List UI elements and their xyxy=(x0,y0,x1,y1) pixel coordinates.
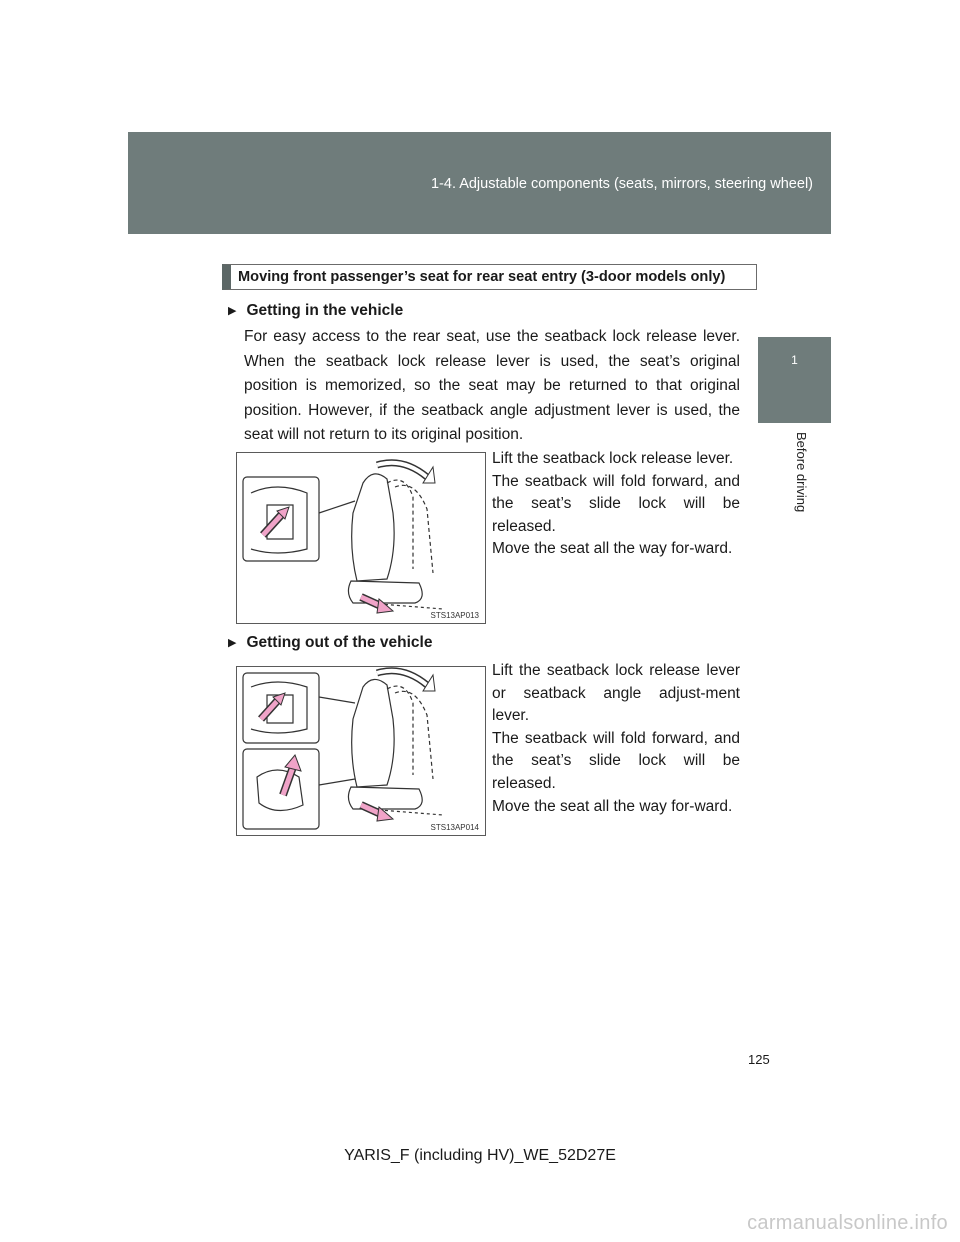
figure-code-1: STS13AP013 xyxy=(430,611,479,620)
seat-figure-getting-out xyxy=(236,666,486,836)
getting-out-step-move: Move the seat all the way for-ward. xyxy=(492,797,733,815)
getting-in-heading xyxy=(228,302,403,320)
bullet-triangle-icon: ▶ xyxy=(228,637,237,649)
getting-in-step-move: Move the seat all the way for-ward. xyxy=(492,540,733,558)
getting-out-heading xyxy=(228,634,432,652)
getting-out-steps xyxy=(492,660,740,818)
getting-out-step-lift: Lift the seatback lock release lever or seatback angle adjust-ment lever. xyxy=(492,662,740,725)
bullet-triangle-icon: ▶ xyxy=(228,305,237,317)
getting-in-intro: For easy access to the rear seat, use the seatback lock release lever. When the seatback lock release lever is used, the seat’s original position is memorized, so the seat may be returned to that original position. However, if the seatback angle adjustment lever is used, the seat will not return to its original position. xyxy=(244,328,740,444)
chapter-side-label: Before driving xyxy=(794,432,809,513)
section-title-text: Moving front passenger’s seat for rear seat entry (3-door models only) xyxy=(238,269,726,285)
seat-illustration-2 xyxy=(237,667,485,835)
section-title xyxy=(222,264,757,290)
getting-out-heading-text: Getting out of the vehicle xyxy=(246,634,433,651)
getting-in-heading-text: Getting in the vehicle xyxy=(246,302,404,319)
getting-out-step-fold: The seatback will fold forward, and the seat’s slide lock will be released. xyxy=(492,729,740,792)
getting-in-step-fold: The seatback will fold forward, and the seat’s slide lock will be released. xyxy=(492,472,740,535)
figure-code-2: STS13AP014 xyxy=(430,823,479,832)
watermark: carmanualsonline.info xyxy=(747,1212,948,1234)
getting-in-steps xyxy=(492,448,740,561)
getting-in-step-lift: Lift the seatback lock release lever. xyxy=(492,450,734,467)
seat-illustration-1 xyxy=(237,453,485,623)
page-number: 125 xyxy=(748,1052,770,1067)
chapter-side-tab xyxy=(758,337,831,423)
chapter-title: 1-4. Adjustable components (seats, mirrors, steering wheel) xyxy=(430,176,813,192)
document-footer: YARIS_F (including HV)_WE_52D27E xyxy=(344,1147,616,1164)
seat-figure-getting-in xyxy=(236,452,486,624)
chapter-number: 1 xyxy=(791,353,798,367)
chapter-header-band xyxy=(128,132,831,234)
